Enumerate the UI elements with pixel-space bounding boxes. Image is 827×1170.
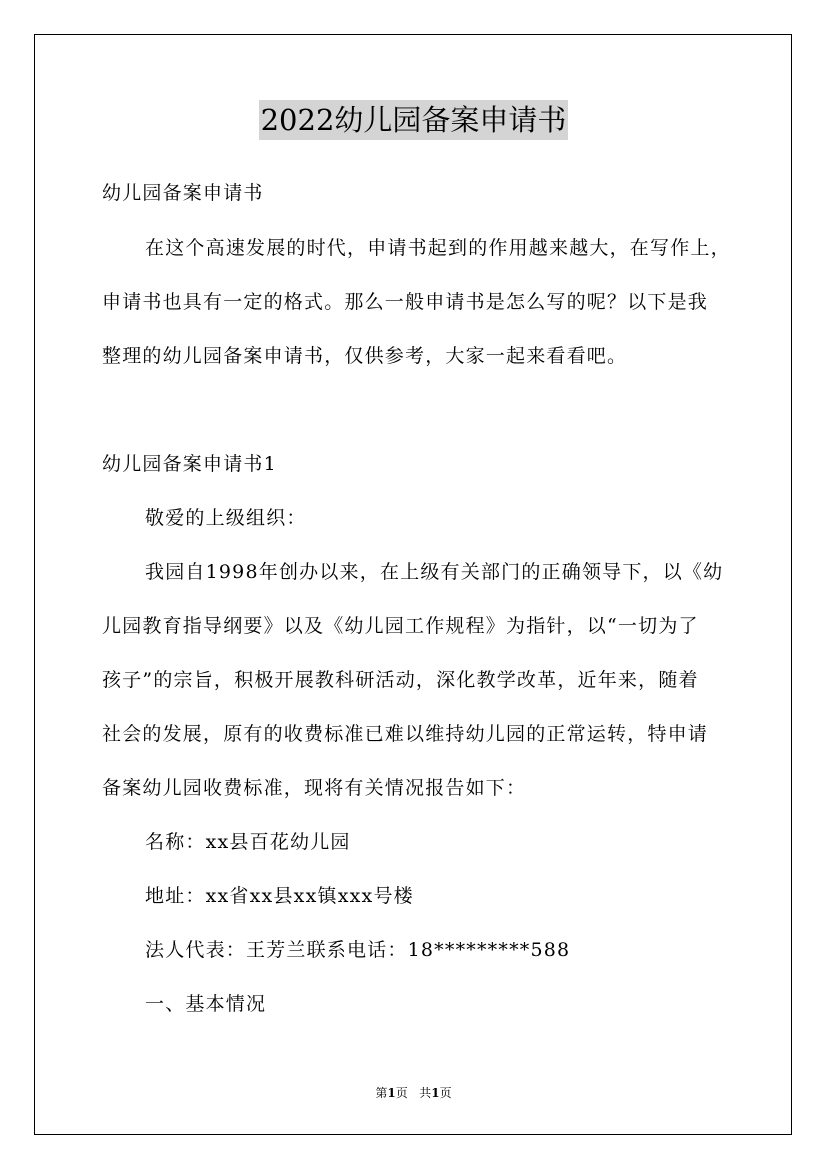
body-line-5: 备案幼儿园收费标准，现将有关情况报告如下： bbox=[102, 777, 527, 799]
footer-total-suffix: 页 bbox=[439, 1086, 452, 1100]
section-heading: 幼儿园备案申请书1 bbox=[102, 453, 277, 475]
footer-page-number: 1 bbox=[387, 1086, 396, 1100]
address-line: 地址：xx省xx县xx镇xxx号楼 bbox=[145, 885, 414, 907]
body-line-4: 社会的发展，原有的收费标准已难以维持幼儿园的正常运转，特申请 bbox=[102, 723, 709, 745]
footer-total-number: 1 bbox=[431, 1086, 440, 1100]
basic-info-heading: 一、基本情况 bbox=[145, 993, 267, 1015]
name-line: 名称：xx县百花幼儿园 bbox=[145, 831, 351, 853]
footer-total-prefix: 共 bbox=[419, 1086, 432, 1100]
body-line-1: 我园自1998年创办以来，在上级有关部门的正确领导下，以《幼 bbox=[145, 561, 724, 583]
document-title: 2022幼儿园备案申请书 bbox=[259, 100, 569, 140]
salutation: 敬爱的上级组织： bbox=[145, 507, 307, 529]
intro-line-1: 在这个高速发展的时代，申请书起到的作用越来越大，在写作上， bbox=[145, 237, 731, 259]
title-container bbox=[0, 100, 827, 140]
body-line-2: 儿园教育指导纲要》以及《幼儿园工作规程》为指针，以“一切为了 bbox=[102, 615, 699, 637]
contact-line: 法人代表：王芳兰联系电话：18*********588 bbox=[145, 939, 571, 961]
intro-line-2: 申请书也具有一定的格式。那么一般申请书是怎么写的呢？以下是我 bbox=[102, 291, 709, 313]
page-footer bbox=[0, 1085, 827, 1101]
footer-page-suffix: 页 bbox=[395, 1086, 408, 1100]
document-subtitle: 幼儿园备案申请书 bbox=[102, 182, 264, 204]
footer-page-prefix: 第 bbox=[375, 1086, 388, 1100]
body-line-3: 孩子”的宗旨，积极开展教科研活动，深化教学改革，近年来，随着 bbox=[102, 669, 699, 691]
intro-line-3: 整理的幼儿园备案申请书，仅供参考，大家一起来看看吧。 bbox=[102, 345, 628, 367]
